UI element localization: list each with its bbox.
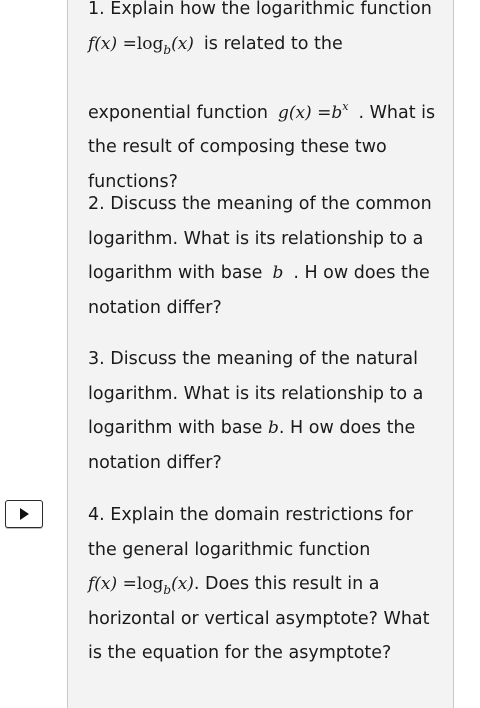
expand-toggle-button[interactable] [5, 500, 43, 528]
question-2 [88, 187, 443, 325]
question-1 [88, 0, 443, 199]
question-1-text-a: 1. Explain how the logarithmic function [88, 0, 432, 19]
triangle-right-icon [20, 508, 29, 520]
question-1-text-b: is related to the [203, 33, 343, 54]
variable-b: b [268, 418, 279, 438]
variable-b: b [272, 263, 284, 283]
question-4 [88, 498, 443, 671]
question-3 [88, 342, 443, 480]
question-3-text-a: 3. Discuss the meaning of the natural logarithm. What is its relationship to a logarithm with base [88, 349, 424, 438]
formula-log-function: $f(x) =\log_b(x)$ [88, 574, 194, 597]
formula-exp-function: $g(x) =b^x$ [277, 99, 349, 123]
question-1-text-d: . What is the result of composing these two functions? [88, 102, 436, 192]
question-2-text-a: 2. Discuss the meaning of the common logarithm. What is its relationship to a logarithm with base [88, 194, 432, 283]
question-1-text-c: exponential function [88, 102, 268, 123]
formula-log-function: $f(x) =\log_b(x)$ [88, 33, 194, 57]
question-4-text-a: 4. Explain the domain restrictions for the general logarithmic function [88, 505, 413, 560]
question-4-text-b: . Does this result in a horizontal or vertical asymptote? What is the equation for the asymptote? [88, 574, 430, 663]
question-3-text-b: . H ow does the notation differ? [88, 418, 416, 473]
question-2-text-b: . H ow does the notation differ? [88, 263, 430, 318]
